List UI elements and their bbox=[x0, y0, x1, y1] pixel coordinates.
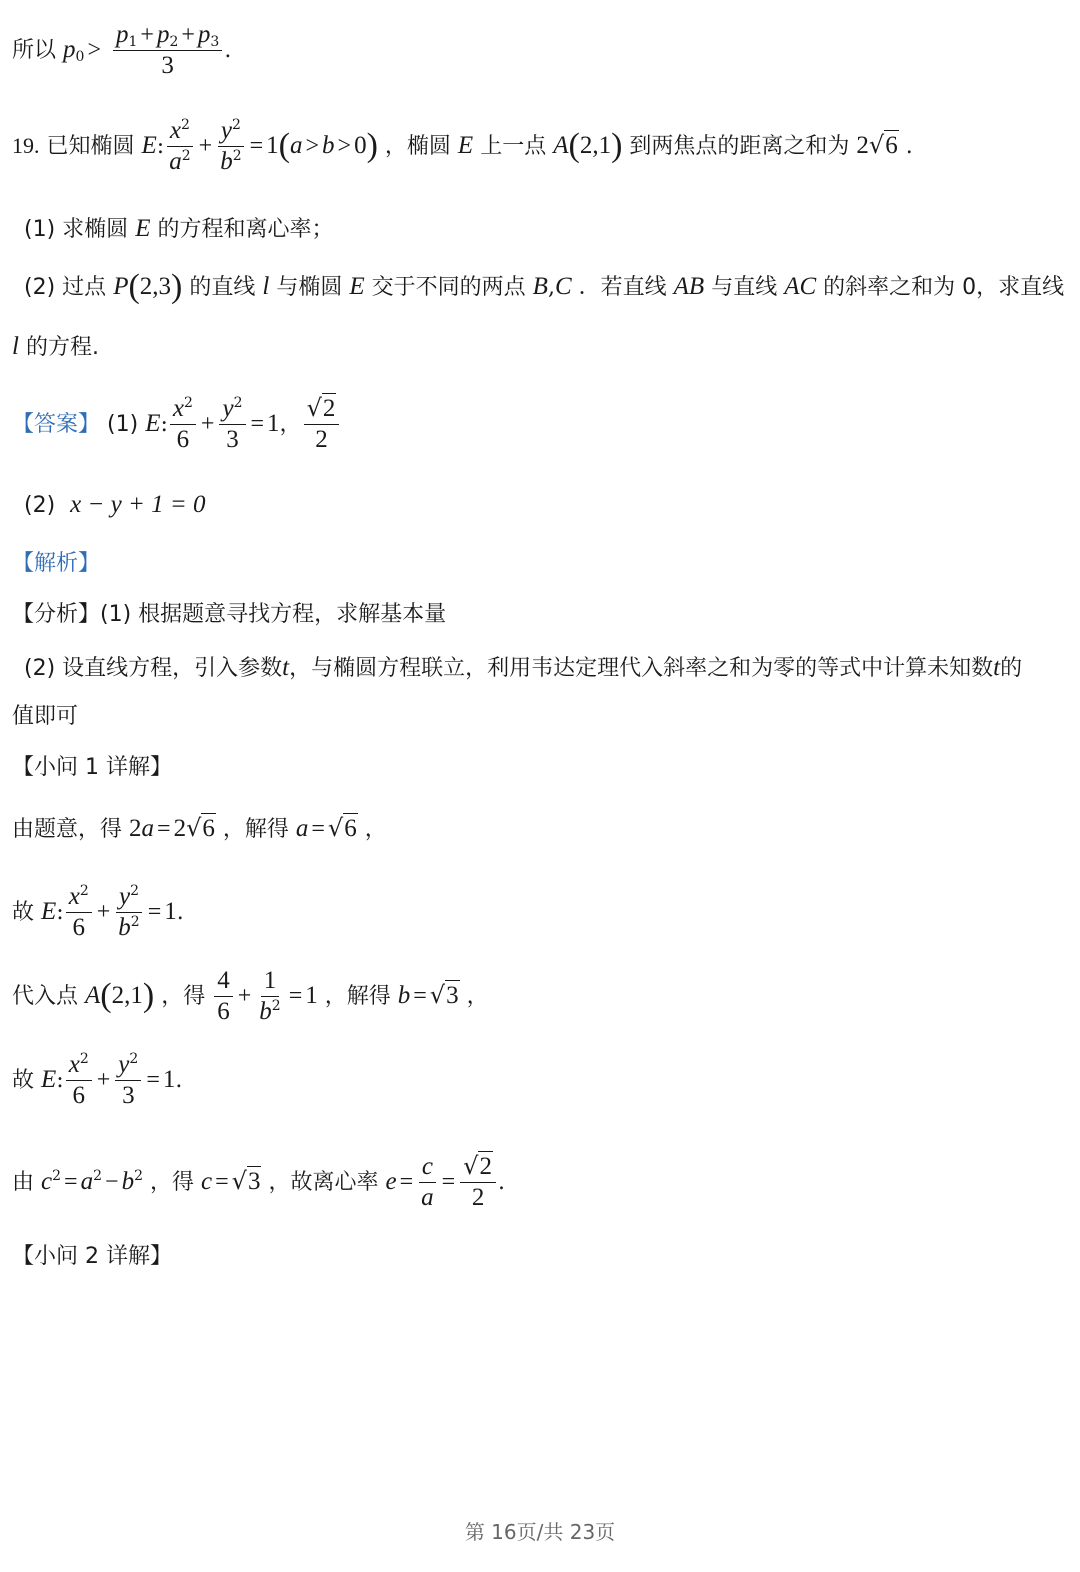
answer-part-2 bbox=[12, 492, 1068, 517]
text: 过点 bbox=[62, 275, 107, 300]
sub-question-1-heading bbox=[12, 757, 1068, 779]
question-part-1: (1) 求椭圆 E 的方程和离心率； bbox=[24, 215, 334, 242]
text: . bbox=[905, 133, 913, 159]
text: 求椭圆 bbox=[62, 217, 129, 242]
analysis-tag-line bbox=[12, 553, 1068, 575]
text: ，得 bbox=[161, 983, 206, 1009]
text: 所以 bbox=[12, 37, 57, 63]
sub-question-2-heading bbox=[12, 1246, 1068, 1268]
solution-line-5: 由 $c^2 = a^2 - b^2$ ，得 c = √3 ，故离心率 e = $\frac{c}{a}$ = $\frac{√2}{2}$ . bbox=[12, 1152, 505, 1212]
text: 到两焦点的距离之和为 bbox=[629, 133, 850, 159]
solution-line-4: 故 E: $\frac{x^2}{6}$ + $\frac{y^2}{3}$ = 1. bbox=[12, 1051, 183, 1110]
text: 交于不同的两点 bbox=[371, 275, 526, 300]
answer-part-1 bbox=[12, 396, 1068, 454]
text: 的直线 bbox=[189, 275, 256, 300]
text: ， bbox=[364, 817, 387, 842]
text: 的斜率之和为 0，求直线 bbox=[823, 275, 1065, 300]
text: ，与椭圆方程联立，利用韦达定理代入斜率之和为零的等式中计算未知数 bbox=[289, 656, 994, 681]
part-label: (2) bbox=[24, 275, 56, 300]
text: 由 bbox=[12, 1169, 35, 1195]
fraction: $\frac{p_1 + p_2 + p_3}{3}$ bbox=[113, 22, 222, 80]
question-part-2: (2) 过点 P(2,3) 的直线 l 与椭圆 E 交于不同的两点 B,C ．若直线 AB 与直线 AC 的斜率之和为 0，求直线 bbox=[24, 268, 1065, 305]
text: ，故离心率 bbox=[268, 1169, 379, 1195]
solution-line-2: 故 E: $\frac{x^2}{6}$ + $\frac{y^2}{b^2}$ = 1. bbox=[12, 883, 184, 942]
math-inequality: $p_0$ > $\frac{p_1 + p_2 + p_3}{3}$ . bbox=[63, 21, 232, 80]
text: 与椭圆 bbox=[276, 275, 343, 300]
part-label: (2) bbox=[24, 493, 56, 518]
text: 代入点 bbox=[12, 983, 79, 1009]
text: (2) 设直线方程，引入参数 bbox=[24, 656, 283, 681]
text: 故 bbox=[12, 1067, 35, 1093]
text: 已知椭圆 bbox=[46, 133, 135, 159]
heading: 【小问 2 详解】 bbox=[12, 1244, 172, 1269]
text: 上一点 bbox=[480, 133, 547, 159]
math-ellipse-equation: E: $\frac{x^2}{a^2}$ + $\frac{y^2}{b^2}$ = 1(a > b > 0) bbox=[141, 117, 378, 176]
fenxi-line-2-cont bbox=[12, 706, 1068, 728]
text: 的 bbox=[1000, 656, 1023, 681]
question-number: 19. bbox=[12, 132, 40, 158]
text: (1) 根据题意寻找方程，求解基本量 bbox=[100, 602, 447, 627]
math-answer-2: x − y + 1 = 0 bbox=[70, 491, 206, 518]
fenxi-line-2: (2) 设直线方程，引入参数t，与椭圆方程联立，利用韦达定理代入斜率之和为零的等式中计算未知数t的 bbox=[24, 654, 1023, 681]
page-footer: 第 16页/共 23页 bbox=[464, 1520, 616, 1544]
solution-line-3: 代入点 A(2,1) ，得 $\frac{4}{6}$ + $\frac{1}{b^2}$ = 1 ，解得 b = √3 ， bbox=[12, 967, 489, 1026]
part-label: (1) bbox=[24, 217, 56, 242]
heading: 【小问 1 详解】 bbox=[12, 755, 172, 780]
sqrt: √6 bbox=[868, 130, 898, 159]
question-19: 19. 已知椭圆 E: $\frac{x^2}{a^2}$ + $\frac{y^2}{b^2}$ = 1(a > b > 0) ，椭圆 E 上一点 A(2,1) 到两焦点的距离之和为 2√6 . bbox=[12, 117, 913, 176]
text: 的方程. bbox=[25, 335, 99, 360]
text: ，解得 bbox=[222, 817, 289, 842]
math-answer-1: E: $\frac{x^2}{6}$ + $\frac{y^2}{3}$ = 1， $\frac{√2}{2}$ bbox=[145, 412, 341, 437]
text: 由题意，得 bbox=[12, 817, 123, 842]
analysis-tag: 【解析】 bbox=[12, 551, 101, 576]
text: ， bbox=[466, 983, 489, 1009]
text: ，得 bbox=[149, 1169, 194, 1195]
answer-tag: 【答案】 bbox=[12, 411, 101, 437]
question-part-2-cont: l 的方程. bbox=[12, 333, 99, 360]
text: 的方程和离心率； bbox=[157, 217, 334, 242]
text: ，解得 bbox=[324, 983, 391, 1009]
text: ，椭圆 bbox=[384, 133, 451, 159]
text: ．若直线 bbox=[578, 275, 667, 300]
text: 故 bbox=[12, 899, 35, 925]
part-label: (1) bbox=[107, 411, 139, 437]
solution-line-1: 由题意，得 2a = 2√6 ，解得 a = √6 ， bbox=[12, 814, 387, 842]
line-conclusion-p0 bbox=[12, 22, 1068, 80]
fenxi-line-1 bbox=[12, 604, 1068, 626]
fenxi-tag: 【分析】 bbox=[12, 602, 101, 627]
text: 与直线 bbox=[711, 275, 778, 300]
text: 值即可 bbox=[12, 704, 79, 729]
